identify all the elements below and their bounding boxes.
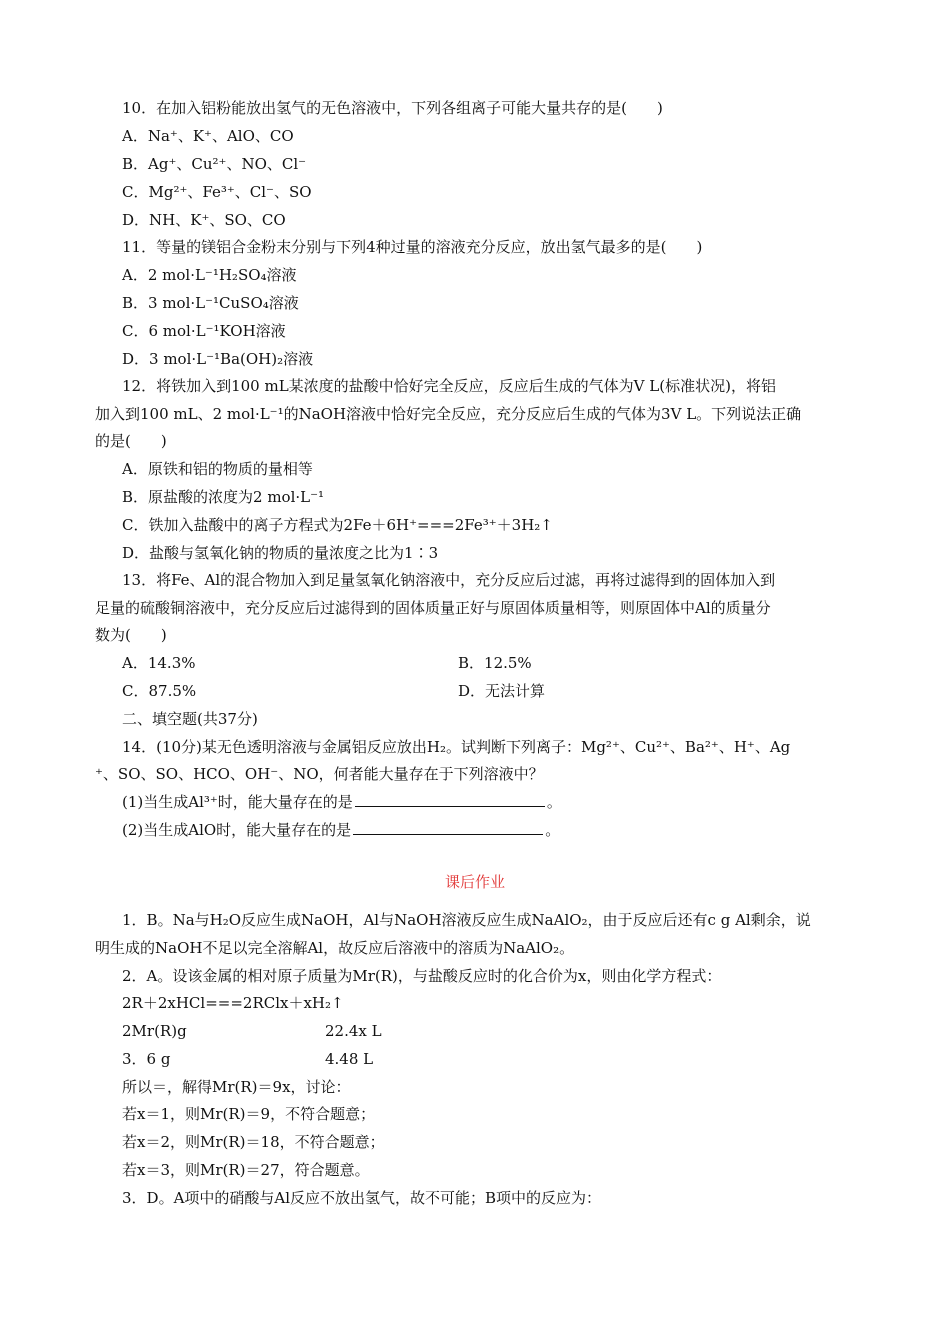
q12-line-3: 的是( ) (95, 432, 167, 450)
answer-2-line-1: 2．A。设该金属的相对原子质量为Mr(R)，与盐酸反应时的化合价为x，则由化学方程式： (122, 967, 722, 985)
q12-option-d: D．盐酸与氢氧化钠的物质的量浓度之比为1∶3 (122, 544, 439, 562)
q13-line-1: 13．将Fe、Al的混合物加入到足量氢氧化钠溶液中，充分反应后过滤，再将过滤得到的固体加入到 (122, 571, 776, 589)
answer-2-case-1: 若x＝1，则Mr(R)＝9，不符合题意； (122, 1105, 376, 1123)
q10-option-b: B．Ag⁺、Cu²⁺、NO、Cl⁻ (122, 155, 307, 173)
q10-option-c: C．Mg²⁺、Fe³⁺、Cl⁻、SO (122, 183, 312, 201)
q14-part-2 (122, 820, 560, 840)
q13-option-c: C．87.5% (122, 682, 197, 700)
q14-part-1-answer-blank[interactable] (355, 792, 545, 807)
answer-2-row-1-left: 2Mr(R)g (122, 1022, 187, 1040)
q10-stem: 10．在加入铝粉能放出氢气的无色溶液中，下列各组离子可能大量共存的是( ) (122, 99, 663, 117)
q13-line-3: 数为( ) (95, 626, 167, 644)
q13-option-a: A．14.3% (122, 654, 196, 672)
q11-option-b: B．3 mol·L⁻¹CuSO₄溶液 (122, 294, 299, 312)
q12-line-2: 加入到100 mL、2 mol·L⁻¹的NaOH溶液中恰好完全反应，充分反应后生成的气体为3V L。下列说法正确 (95, 405, 802, 423)
q12-line-1: 12．将铁加入到100 mL某浓度的盐酸中恰好完全反应，反应后生成的气体为V L(标准状况)，将铝 (122, 377, 776, 395)
q12-option-b: B．原盐酸的浓度为2 mol·L⁻¹ (122, 488, 325, 506)
answer-2-case-2: 若x＝2，则Mr(R)＝18，不符合题意； (122, 1133, 385, 1151)
answer-2-solve: 所以＝，解得Mr(R)＝9x，讨论： (122, 1078, 351, 1096)
q14-part-1 (122, 792, 562, 812)
section-heading-fill-blank: 二、填空题(共37分) (122, 710, 258, 728)
answer-1-line-2: 明生成的NaOH不足以完全溶解Al，故反应后溶液中的溶质为NaAlO₂。 (95, 939, 575, 957)
q13-line-2: 足量的硫酸铜溶液中，充分反应后过滤得到的固体质量正好与原固体质量相等，则原固体中Al的质量分 (95, 599, 771, 617)
q14-line-1: 14．(10分)某无色透明溶液与金属铝反应放出H₂。试判断下列离子：Mg²⁺、Cu²⁺、Ba²⁺、H⁺、Ag (122, 738, 791, 756)
answer-2-row-1-right: 22.4x L (325, 1022, 382, 1040)
q11-option-d: D．3 mol·L⁻¹Ba(OH)₂溶液 (122, 350, 314, 368)
q12-option-a: A．原铁和铝的物质的量相等 (122, 460, 313, 478)
q13-option-d: D．无法计算 (458, 682, 546, 700)
answer-2-row-2-right: 4.48 L (325, 1050, 374, 1068)
q14-part-2-end: 。 (545, 821, 561, 839)
answer-2-equation: 2R＋2xHCl===2RClx＋xH₂↑ (122, 994, 344, 1012)
q14-part-1-text: (1)当生成Al³⁺时，能大量存在的是 (122, 793, 353, 811)
q10-option-a: A．Na⁺、K⁺、AlO、CO (122, 127, 294, 145)
q14-part-2-answer-blank[interactable] (353, 820, 543, 835)
q14-part-2-text: (2)当生成AlO时，能大量存在的是 (122, 821, 352, 839)
q14-line-2: ⁺、SO、SO、HCO、OH⁻、NO，何者能大量存在于下列溶液中？ (95, 765, 544, 783)
q11-option-c: C．6 mol·L⁻¹KOH溶液 (122, 322, 286, 340)
q14-part-1-end: 。 (546, 793, 562, 811)
answer-3-line-1: 3．D。A项中的硝酸与Al反应不放出氢气，故不可能；B项中的反应为： (122, 1189, 602, 1207)
homework-section-title: 课后作业 (444, 873, 505, 891)
answer-2-row-2-left: 3．6 g (122, 1050, 171, 1068)
q10-option-d: D．NH、K⁺、SO、CO (122, 211, 286, 229)
answer-2-case-3: 若x＝3，则Mr(R)＝27，符合题意。 (122, 1161, 370, 1179)
q12-option-c: C．铁加入盐酸中的离子方程式为2Fe＋6H⁺===2Fe³⁺＋3H₂↑ (122, 516, 553, 534)
q11-option-a: A．2 mol·L⁻¹H₂SO₄溶液 (122, 266, 297, 284)
q13-option-b: B．12.5% (458, 654, 532, 672)
q11-stem: 11．等量的镁铝合金粉末分别与下列4种过量的溶液充分反应，放出氢气最多的是( ) (122, 238, 703, 256)
answer-1-line-1: 1．B。Na与H₂O反应生成NaOH，Al与NaOH溶液反应生成NaAlO₂，由于反应后还有c g Al剩余，说 (122, 911, 811, 929)
